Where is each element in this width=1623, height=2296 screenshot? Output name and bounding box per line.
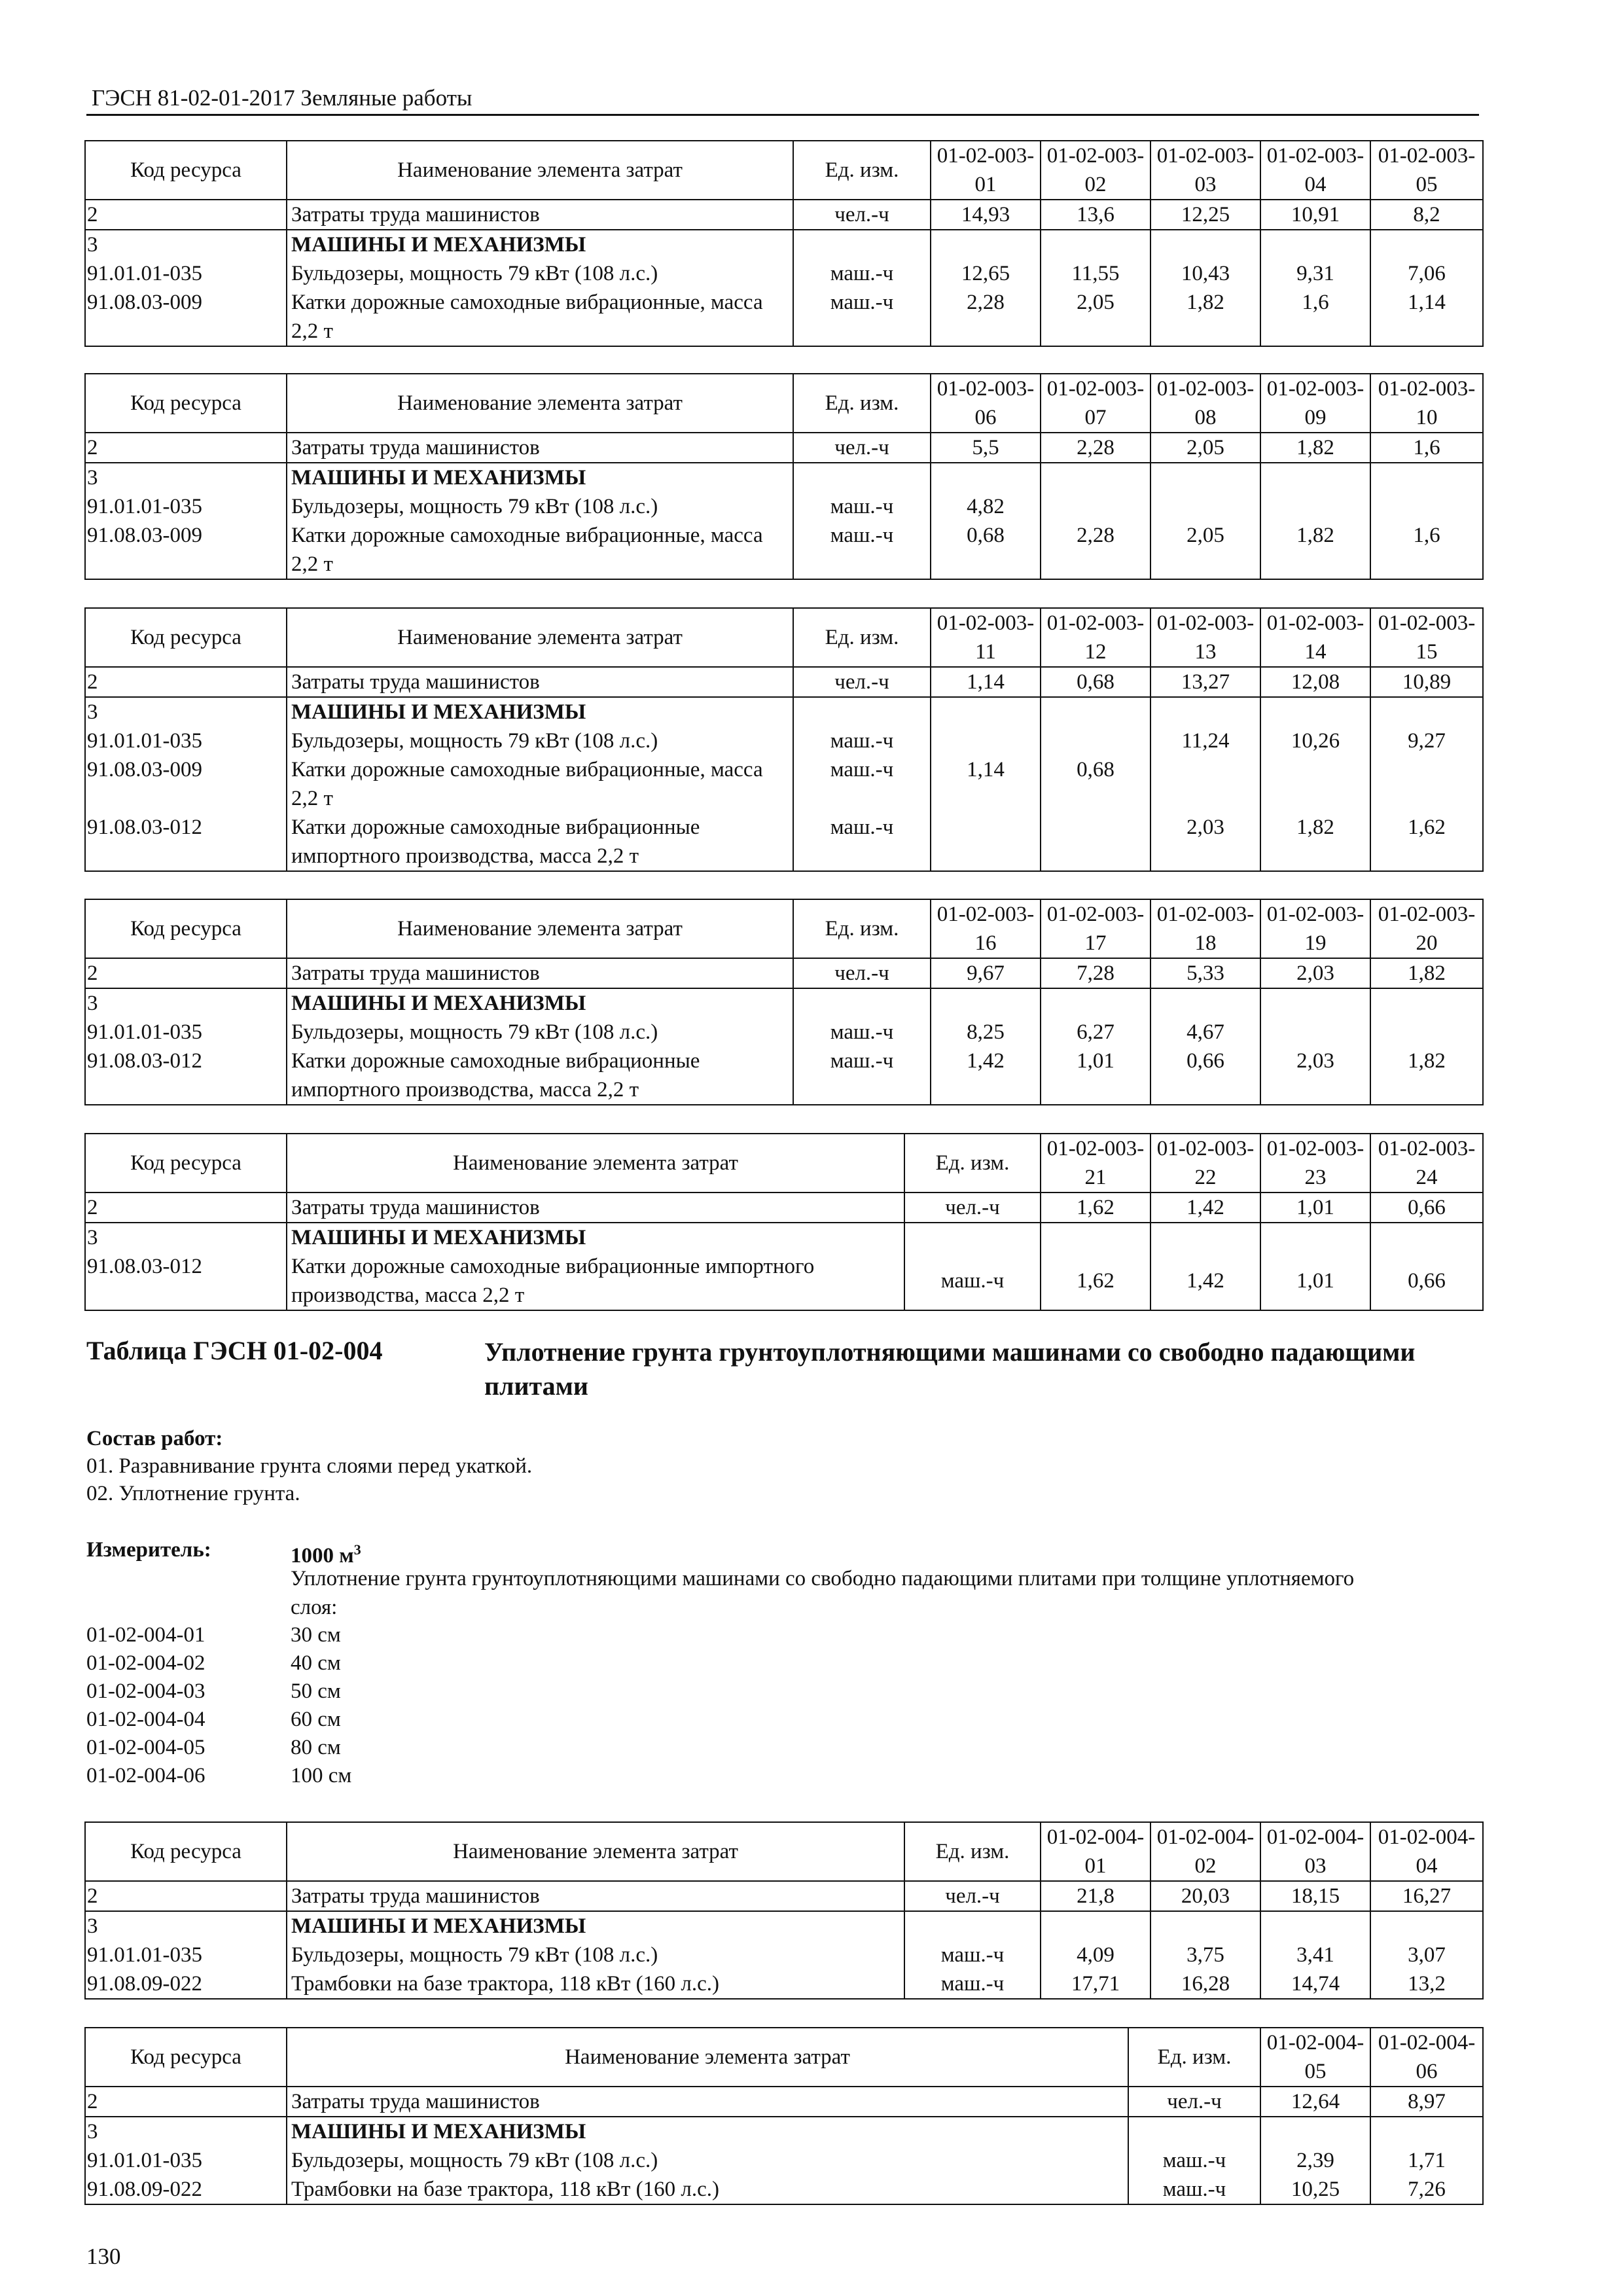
row-value: 13,27	[1150, 667, 1260, 697]
row-value: 2,03	[1150, 813, 1260, 871]
meter-label: Измеритель:	[86, 1538, 211, 1562]
row-value: 5,33	[1150, 958, 1260, 988]
row-value: 5,5	[931, 433, 1041, 463]
row-value: 1,14	[1370, 288, 1483, 346]
row-value: 17,71	[1041, 1969, 1150, 1999]
row-value: 8,2	[1370, 200, 1483, 230]
row-unit: маш.-ч	[793, 259, 931, 288]
row-value: 4,82	[931, 492, 1041, 521]
meter-value-text: 1000 м	[291, 1544, 354, 1568]
row-value: 1,42	[1150, 1252, 1260, 1310]
table-row	[85, 813, 1483, 871]
row-name: Катки дорожные самоходные вибрационные импортного производства, масса 2,2 т	[287, 813, 793, 871]
norm-value: 80 см	[291, 1736, 341, 1759]
col-norm-header: 01-02-004-03	[1260, 1822, 1370, 1881]
row-name: Бульдозеры, мощность 79 кВт (108 л.с.)	[287, 726, 793, 755]
row-value: 1,01	[1260, 1252, 1370, 1310]
row-code: 91.08.03-012	[85, 1047, 287, 1105]
col-norm-header: 01-02-003-10	[1370, 374, 1483, 433]
table-row	[85, 259, 1483, 288]
row-name: МАШИНЫ И МЕХАНИЗМЫ	[291, 700, 586, 724]
row-value: 1,82	[1260, 433, 1370, 463]
row-value: 16,27	[1370, 1881, 1483, 1911]
row-unit: маш.-ч	[793, 288, 931, 346]
row-unit: маш.-ч	[793, 1018, 931, 1047]
row-value: 8,25	[931, 1018, 1041, 1047]
row-value: 4,67	[1150, 1018, 1260, 1047]
row-name: Затраты труда машинистов	[287, 1193, 904, 1223]
col-unit-header: Ед. изм.	[793, 141, 931, 200]
row-unit: чел.-ч	[793, 958, 931, 988]
table-row	[85, 1018, 1483, 1047]
table-row	[85, 521, 1483, 579]
col-norm-header: 01-02-003-08	[1150, 374, 1260, 433]
row-code: 3	[85, 463, 287, 492]
row-value: 1,62	[1041, 1193, 1150, 1223]
row-value: 20,03	[1150, 1881, 1260, 1911]
row-value: 12,08	[1260, 667, 1370, 697]
row-value: 10,91	[1260, 200, 1370, 230]
row-value: 1,01	[1041, 1047, 1150, 1105]
row-value: 2,28	[1041, 433, 1150, 463]
row-value: 11,24	[1150, 726, 1260, 755]
col-norm-header: 01-02-003-01	[931, 141, 1041, 200]
norm-code: 01-02-004-01	[86, 1623, 205, 1647]
machines-heading-row	[85, 1911, 1483, 1941]
col-name-header: Наименование элемента затрат	[287, 1134, 904, 1193]
col-norm-header: 01-02-003-16	[931, 899, 1041, 958]
row-unit: маш.-ч	[1128, 2175, 1260, 2204]
row-name: Затраты труда машинистов	[287, 200, 793, 230]
col-code-header: Код ресурса	[85, 374, 287, 433]
row-code: 91.08.03-012	[85, 813, 287, 871]
row-value: 0,68	[931, 521, 1041, 579]
col-norm-header: 01-02-004-04	[1370, 1822, 1483, 1881]
machines-heading-row	[85, 1223, 1483, 1252]
row-unit: маш.-ч	[793, 521, 931, 579]
col-norm-header: 01-02-003-23	[1260, 1134, 1370, 1193]
row-code: 91.08.03-009	[85, 755, 287, 813]
norm-code: 01-02-004-06	[86, 1764, 205, 1787]
row-value: 21,8	[1041, 1881, 1150, 1911]
row-value: 1,82	[1260, 521, 1370, 579]
col-name-header: Наименование элемента затрат	[287, 374, 793, 433]
row-value: 0,68	[1041, 667, 1150, 697]
row-value	[1150, 492, 1260, 521]
labor-row	[85, 667, 1483, 697]
col-code-header: Код ресурса	[85, 1822, 287, 1881]
row-value: 9,27	[1370, 726, 1483, 755]
row-name: МАШИНЫ И МЕХАНИЗМЫ	[291, 992, 586, 1015]
row-value	[1150, 755, 1260, 813]
col-norm-header: 01-02-003-03	[1150, 141, 1260, 200]
row-code: 2	[85, 433, 287, 463]
row-code: 2	[85, 667, 287, 697]
resource-table-7	[84, 2027, 1484, 2205]
table-row	[85, 2146, 1483, 2175]
machines-heading-row	[85, 2117, 1483, 2146]
row-value: 1,82	[1150, 288, 1260, 346]
labor-row	[85, 433, 1483, 463]
row-name: Катки дорожные самоходные вибрационные импортного производства, масса 2,2 т	[287, 1047, 793, 1105]
row-name: Катки дорожные самоходные вибрационные, масса 2,2 т	[287, 755, 793, 813]
row-value: 12,64	[1260, 2087, 1370, 2117]
col-norm-header: 01-02-003-11	[931, 608, 1041, 667]
norm-code: 01-02-004-04	[86, 1708, 205, 1731]
row-unit: чел.-ч	[904, 1881, 1041, 1911]
row-value: 7,26	[1370, 2175, 1483, 2204]
norm-code: 01-02-004-03	[86, 1679, 205, 1703]
table-row	[85, 1941, 1483, 1969]
norm-code: 01-02-004-05	[86, 1736, 205, 1759]
row-value	[1041, 726, 1150, 755]
row-value: 10,89	[1370, 667, 1483, 697]
labor-row	[85, 1193, 1483, 1223]
row-code: 91.01.01-035	[85, 726, 287, 755]
col-norm-header: 01-02-004-01	[1041, 1822, 1150, 1881]
row-value: 2,28	[1041, 521, 1150, 579]
col-norm-header: 01-02-003-21	[1041, 1134, 1150, 1193]
row-value: 9,31	[1260, 259, 1370, 288]
row-value: 2,28	[931, 288, 1041, 346]
col-norm-header: 01-02-003-19	[1260, 899, 1370, 958]
row-value: 7,28	[1041, 958, 1150, 988]
row-code: 3	[85, 697, 287, 726]
row-value	[1041, 813, 1150, 871]
page-header-title: ГЭСН 81-02-01-2017 Земляные работы	[92, 85, 473, 111]
col-unit-header: Ед. изм.	[793, 899, 931, 958]
col-norm-header: 01-02-003-09	[1260, 374, 1370, 433]
row-unit: маш.-ч	[904, 1969, 1041, 1999]
row-name: Катки дорожные самоходные вибрационные, масса 2,2 т	[287, 288, 793, 346]
table-row	[85, 1969, 1483, 1999]
col-code-header: Код ресурса	[85, 1134, 287, 1193]
row-value: 10,26	[1260, 726, 1370, 755]
col-norm-header: 01-02-003-12	[1041, 608, 1150, 667]
row-name: Затраты труда машинистов	[287, 433, 793, 463]
row-value	[1370, 755, 1483, 813]
row-value	[1041, 492, 1150, 521]
col-norm-header: 01-02-003-24	[1370, 1134, 1483, 1193]
machines-heading-row	[85, 230, 1483, 259]
row-value: 16,28	[1150, 1969, 1260, 1999]
row-unit: маш.-ч	[793, 726, 931, 755]
col-name-header: Наименование элемента затрат	[287, 608, 793, 667]
resource-table-5	[84, 1133, 1484, 1311]
table-row	[85, 492, 1483, 521]
labor-row	[85, 958, 1483, 988]
row-code: 91.08.09-022	[85, 2175, 287, 2204]
row-value: 1,01	[1260, 1193, 1370, 1223]
row-value: 10,43	[1150, 259, 1260, 288]
row-value: 8,97	[1370, 2087, 1483, 2117]
row-value: 1,6	[1260, 288, 1370, 346]
row-value: 2,05	[1150, 433, 1260, 463]
work-step-2: 02. Уплотнение грунта.	[86, 1482, 300, 1505]
row-value: 1,71	[1370, 2146, 1483, 2175]
col-norm-header: 01-02-004-06	[1370, 2028, 1483, 2087]
col-code-header: Код ресурса	[85, 899, 287, 958]
norm-value: 30 см	[291, 1623, 341, 1647]
row-value: 1,82	[1370, 1047, 1483, 1105]
row-value: 1,6	[1370, 521, 1483, 579]
row-name: Затраты труда машинистов	[287, 958, 793, 988]
row-unit: маш.-ч	[793, 1047, 931, 1105]
col-norm-header: 01-02-003-05	[1370, 141, 1483, 200]
row-value: 7,06	[1370, 259, 1483, 288]
norm-value: 100 см	[291, 1764, 352, 1787]
row-code: 91.01.01-035	[85, 259, 287, 288]
row-code: 91.01.01-035	[85, 1941, 287, 1969]
row-name: Бульдозеры, мощность 79 кВт (108 л.с.)	[287, 259, 793, 288]
machines-heading-row	[85, 463, 1483, 492]
labor-row	[85, 2087, 1483, 2117]
row-value: 10,25	[1260, 2175, 1370, 2204]
meter-description: Уплотнение грунта грунтоуплотняющими машинами со свободно падающими плитами при толщине уплотняемого слоя:	[291, 1567, 1355, 1619]
row-code: 91.08.03-009	[85, 521, 287, 579]
table-label: Таблица ГЭСН 01-02-004	[86, 1336, 383, 1365]
row-value: 1,62	[1370, 813, 1483, 871]
row-name: Трамбовки на базе трактора, 118 кВт (160 л.с.)	[287, 1969, 904, 1999]
labor-row	[85, 1881, 1483, 1911]
table-title: Уплотнение грунта грунтоуплотняющими машинами со свободно падающими плитами	[484, 1337, 1416, 1401]
row-value: 0,68	[1041, 755, 1150, 813]
row-value	[1370, 1018, 1483, 1047]
row-value	[931, 726, 1041, 755]
row-value: 1,42	[931, 1047, 1041, 1105]
row-value	[1260, 1018, 1370, 1047]
col-unit-header: Ед. изм.	[1128, 2028, 1260, 2087]
row-code: 2	[85, 200, 287, 230]
table-row	[85, 726, 1483, 755]
row-name: Катки дорожные самоходные вибрационные, масса 2,2 т	[287, 521, 793, 579]
row-name: МАШИНЫ И МЕХАНИЗМЫ	[291, 1226, 586, 1249]
table-row	[85, 755, 1483, 813]
row-code: 3	[85, 2117, 287, 2146]
row-code: 2	[85, 1881, 287, 1911]
row-code: 91.01.01-035	[85, 492, 287, 521]
col-name-header: Наименование элемента затрат	[287, 899, 793, 958]
table-header-row	[85, 1134, 1483, 1193]
row-value	[1260, 755, 1370, 813]
table-row	[85, 288, 1483, 346]
col-name-header: Наименование элемента затрат	[287, 2028, 1128, 2087]
resource-table-3	[84, 607, 1484, 872]
labor-row	[85, 200, 1483, 230]
composition-label: Состав работ:	[86, 1427, 223, 1450]
col-name-header: Наименование элемента затрат	[287, 141, 793, 200]
col-norm-header: 01-02-003-22	[1150, 1134, 1260, 1193]
row-name: Бульдозеры, мощность 79 кВт (108 л.с.)	[287, 1941, 904, 1969]
row-value: 18,15	[1260, 1881, 1370, 1911]
row-unit: маш.-ч	[793, 813, 931, 871]
row-value: 12,25	[1150, 200, 1260, 230]
row-unit: маш.-ч	[793, 492, 931, 521]
row-value: 1,82	[1260, 813, 1370, 871]
col-unit-header: Ед. изм.	[904, 1134, 1041, 1193]
row-value: 3,75	[1150, 1941, 1260, 1969]
col-unit-header: Ед. изм.	[793, 608, 931, 667]
row-unit: маш.-ч	[793, 755, 931, 813]
row-code: 2	[85, 1193, 287, 1223]
row-value: 2,05	[1150, 521, 1260, 579]
row-value: 2,05	[1041, 288, 1150, 346]
row-code: 91.01.01-035	[85, 2146, 287, 2175]
table-row	[85, 1047, 1483, 1105]
col-norm-header: 01-02-003-07	[1041, 374, 1150, 433]
row-name: МАШИНЫ И МЕХАНИЗМЫ	[291, 1914, 586, 1938]
page-number: 130	[86, 2244, 121, 2269]
table-row	[85, 1252, 1483, 1310]
table-header-row	[85, 899, 1483, 958]
col-norm-header: 01-02-003-14	[1260, 608, 1370, 667]
row-name: Затраты труда машинистов	[287, 1881, 904, 1911]
row-value: 2,03	[1260, 958, 1370, 988]
meter-superscript: 3	[353, 1541, 361, 1558]
row-value: 14,74	[1260, 1969, 1370, 1999]
row-value: 1,82	[1370, 958, 1483, 988]
row-name: Бульдозеры, мощность 79 кВт (108 л.с.)	[287, 1018, 793, 1047]
norm-value: 60 см	[291, 1708, 341, 1731]
row-value: 0,66	[1370, 1252, 1483, 1310]
table-header-row	[85, 141, 1483, 200]
page-header	[86, 80, 1479, 116]
row-name: Бульдозеры, мощность 79 кВт (108 л.с.)	[287, 492, 793, 521]
row-code: 91.08.09-022	[85, 1969, 287, 1999]
col-unit-header: Ед. изм.	[793, 374, 931, 433]
row-name: МАШИНЫ И МЕХАНИЗМЫ	[291, 233, 586, 257]
row-value: 3,07	[1370, 1941, 1483, 1969]
machines-heading-row	[85, 988, 1483, 1018]
row-value: 12,65	[931, 259, 1041, 288]
row-unit: маш.-ч	[904, 1252, 1041, 1310]
col-norm-header: 01-02-004-02	[1150, 1822, 1260, 1881]
row-value: 2,03	[1260, 1047, 1370, 1105]
row-value: 9,67	[931, 958, 1041, 988]
row-value: 4,09	[1041, 1941, 1150, 1969]
row-value: 13,2	[1370, 1969, 1483, 1999]
table-header-row	[85, 374, 1483, 433]
machines-heading-row	[85, 697, 1483, 726]
row-value: 1,42	[1150, 1193, 1260, 1223]
norm-value: 40 см	[291, 1651, 341, 1675]
col-norm-header: 01-02-003-15	[1370, 608, 1483, 667]
row-value	[1370, 492, 1483, 521]
row-value: 6,27	[1041, 1018, 1150, 1047]
col-norm-header: 01-02-003-20	[1370, 899, 1483, 958]
row-code: 91.08.03-012	[85, 1252, 287, 1310]
col-norm-header: 01-02-003-13	[1150, 608, 1260, 667]
row-name: МАШИНЫ И МЕХАНИЗМЫ	[291, 2120, 586, 2144]
table-row	[85, 2175, 1483, 2204]
col-code-header: Код ресурса	[85, 608, 287, 667]
resource-table-4	[84, 899, 1484, 1105]
row-code: 3	[85, 1223, 287, 1252]
col-unit-header: Ед. изм.	[904, 1822, 1041, 1881]
row-code: 3	[85, 230, 287, 259]
col-norm-header: 01-02-003-06	[931, 374, 1041, 433]
row-value: 1,14	[931, 755, 1041, 813]
row-value: 2,39	[1260, 2146, 1370, 2175]
row-value: 0,66	[1370, 1193, 1483, 1223]
row-unit: маш.-ч	[904, 1941, 1041, 1969]
col-norm-header: 01-02-003-04	[1260, 141, 1370, 200]
row-name: Затраты труда машинистов	[287, 667, 793, 697]
row-code: 3	[85, 1911, 287, 1941]
col-name-header: Наименование элемента затрат	[287, 1822, 904, 1881]
row-value: 0,66	[1150, 1047, 1260, 1105]
row-name: Катки дорожные самоходные вибрационные импортного производства, масса 2,2 т	[287, 1252, 904, 1310]
col-code-header: Код ресурса	[85, 2028, 287, 2087]
row-value: 14,93	[931, 200, 1041, 230]
col-norm-header: 01-02-003-17	[1041, 899, 1150, 958]
row-code: 3	[85, 988, 287, 1018]
row-value: 13,6	[1041, 200, 1150, 230]
work-step-1: 01. Разравнивание грунта слоями перед укаткой.	[86, 1454, 533, 1478]
row-unit: чел.-ч	[793, 433, 931, 463]
row-unit: чел.-ч	[904, 1193, 1041, 1223]
row-name: МАШИНЫ И МЕХАНИЗМЫ	[291, 466, 586, 490]
norm-value: 50 см	[291, 1679, 341, 1703]
col-norm-header: 01-02-003-02	[1041, 141, 1150, 200]
row-value: 11,55	[1041, 259, 1150, 288]
row-name: Затраты труда машинистов	[287, 2087, 1128, 2117]
row-unit: чел.-ч	[793, 200, 931, 230]
col-code-header: Код ресурса	[85, 141, 287, 200]
row-code: 2	[85, 958, 287, 988]
row-value: 1,62	[1041, 1252, 1150, 1310]
row-code: 2	[85, 2087, 287, 2117]
table-header-row	[85, 1822, 1483, 1881]
row-value: 3,41	[1260, 1941, 1370, 1969]
norm-code: 01-02-004-02	[86, 1651, 205, 1675]
row-value	[931, 813, 1041, 871]
row-unit: чел.-ч	[1128, 2087, 1260, 2117]
resource-table-1	[84, 140, 1484, 347]
resource-table-6	[84, 1821, 1484, 2000]
col-norm-header: 01-02-003-18	[1150, 899, 1260, 958]
row-value: 1,6	[1370, 433, 1483, 463]
col-norm-header: 01-02-004-05	[1260, 2028, 1370, 2087]
row-code: 91.08.03-009	[85, 288, 287, 346]
table-header-row	[85, 608, 1483, 667]
row-value	[1260, 492, 1370, 521]
row-unit: чел.-ч	[793, 667, 931, 697]
row-name: Бульдозеры, мощность 79 кВт (108 л.с.)	[287, 2146, 1128, 2175]
row-unit: маш.-ч	[1128, 2146, 1260, 2175]
row-value: 1,14	[931, 667, 1041, 697]
resource-table-2	[84, 373, 1484, 580]
row-name: Трамбовки на базе трактора, 118 кВт (160 л.с.)	[287, 2175, 1128, 2204]
table-header-row	[85, 2028, 1483, 2087]
row-code: 91.01.01-035	[85, 1018, 287, 1047]
